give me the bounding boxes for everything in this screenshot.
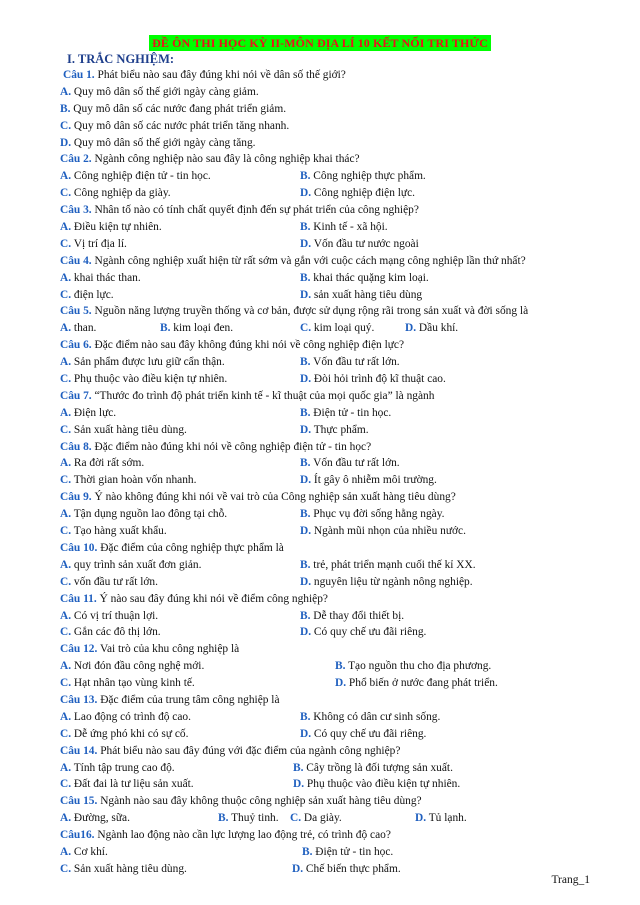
option-label: D.: [293, 778, 305, 791]
option-text: Ngành mũi nhọn của nhiều nước.: [311, 525, 466, 538]
question-number: Câu 3.: [60, 204, 92, 217]
option-label: C.: [290, 812, 302, 825]
option-row: [60, 810, 620, 827]
option-label: B.: [302, 845, 313, 858]
answer-option: [60, 675, 195, 692]
option-label: B.: [335, 660, 346, 673]
option-row: [60, 472, 620, 489]
question-stem: [60, 202, 620, 219]
question-number: Câu 5.: [60, 305, 92, 318]
question-number: Câu 1.: [63, 69, 95, 81]
answer-option: [60, 844, 108, 861]
option-text: Thực phẩm.: [311, 423, 369, 436]
answer-option: [300, 320, 374, 337]
question-text: Phát biểu nào sau đây đúng khi nói về dân số thế giới?: [94, 69, 346, 81]
option-text: Điện tử - tin học.: [310, 406, 392, 419]
option-label: A.: [60, 710, 72, 723]
option-text: Hạt nhân tạo vùng kinh tế.: [71, 677, 195, 690]
question-stem: [60, 439, 620, 456]
option-row: [60, 371, 620, 388]
option-row: [60, 236, 620, 253]
answer-option: [60, 574, 158, 591]
option-row: [60, 760, 620, 777]
option-label: D.: [300, 474, 312, 487]
answer-option: [60, 101, 286, 118]
question-number: Câu 13.: [60, 693, 98, 706]
answer-option: [160, 320, 233, 337]
question-text: Ý nào không đúng khi nói về vai trò của Công nghiệp sản xuất hàng tiêu dùng?: [91, 491, 456, 504]
option-text: Cơ khí.: [71, 845, 108, 858]
option-label: C.: [60, 862, 72, 875]
option-text: Phụ thuộc vào điều kiện tự nhiên.: [304, 778, 461, 791]
question-stem: [60, 253, 620, 270]
option-row: [60, 219, 620, 236]
question-stem: [60, 67, 620, 84]
option-text: Quy mô dân số các nước phát triển tăng nhanh.: [71, 119, 290, 132]
answer-option: [300, 287, 422, 304]
option-label: C.: [60, 677, 72, 690]
answer-option: [60, 810, 130, 827]
option-label: D.: [300, 373, 312, 386]
option-label: D.: [300, 525, 312, 538]
question-stem: [60, 388, 620, 405]
answer-option: [300, 236, 419, 253]
option-text: Dễ thay đổi thiết bị.: [310, 609, 405, 622]
option-text: khai thác quặng kim loại.: [310, 271, 429, 284]
option-label: D.: [292, 862, 304, 875]
question-number: Câu 10.: [60, 541, 98, 554]
option-text: Sản xuất hàng tiêu dùng.: [71, 423, 187, 436]
option-row: [60, 270, 620, 287]
option-row: [60, 776, 620, 793]
option-text: Kinh tế - xã hội.: [310, 221, 388, 234]
question-number: Câu 14.: [60, 744, 98, 757]
option-row: [60, 422, 620, 439]
question-text: Đặc điểm của trung tâm công nghiệp là: [97, 693, 280, 706]
answer-option: [60, 726, 188, 743]
question-stem: [60, 337, 620, 354]
question-stem: [60, 303, 620, 320]
question-stem: [60, 793, 620, 810]
answer-option: [60, 861, 187, 878]
option-text: Chế biến thực phẩm.: [303, 862, 401, 875]
option-text: Điện tử - tin học.: [312, 845, 394, 858]
option-label: C.: [60, 575, 72, 588]
answer-option: [335, 675, 498, 692]
option-label: D.: [415, 812, 427, 825]
option-text: Da giày.: [301, 812, 342, 825]
option-label: B.: [300, 170, 311, 183]
option-label: B.: [300, 558, 311, 571]
answer-option: [300, 709, 440, 726]
question-number: Câu 6.: [60, 339, 92, 352]
option-text: Công nghiệp thực phẩm.: [310, 170, 426, 183]
question-stem: [60, 641, 620, 658]
option-label: A.: [60, 221, 72, 234]
answer-option: [302, 844, 393, 861]
answer-option: [300, 219, 388, 236]
question-text: Ý nào sau đây đúng khi nói về điểm công nghiệp?: [96, 592, 328, 605]
question-text: Phát biểu nào sau đây đúng với đặc điểm của ngành công nghiệp?: [97, 744, 401, 757]
answer-option: [415, 810, 467, 827]
answer-option: [218, 810, 279, 827]
answer-option: [300, 422, 369, 439]
answer-option: [60, 185, 171, 202]
question-number: Câu 12.: [60, 643, 98, 656]
option-label: A.: [60, 845, 72, 858]
option-text: nguyên liệu từ ngành nông nghiệp.: [311, 575, 473, 588]
answer-option: [60, 523, 167, 540]
option-text: Không có dân cư sinh sống.: [310, 710, 441, 723]
option-label: A.: [60, 356, 72, 369]
answer-option: [300, 608, 404, 625]
answer-option: [60, 84, 259, 101]
answer-option: [60, 354, 225, 371]
option-label: A.: [60, 170, 72, 183]
question-number: Câu 15.: [60, 795, 98, 808]
option-text: Phục vụ đời sống hằng ngày.: [310, 508, 445, 521]
option-row: [60, 658, 620, 675]
option-text: Quy mô dân số thế giới ngày càng giảm.: [71, 85, 259, 98]
answer-option: [290, 810, 342, 827]
option-text: Công nghiệp điện tử - tin học.: [71, 170, 211, 183]
option-text: Có quy chế ưu đãi riêng.: [311, 626, 427, 639]
option-label: A.: [60, 812, 72, 825]
option-label: A.: [60, 85, 72, 98]
option-label: A.: [60, 271, 72, 284]
question-text: Đặc điểm nào sau đây không đúng khi nói về công nghiệp điện lực?: [91, 339, 405, 352]
question-stem: [60, 692, 620, 709]
option-row: [60, 405, 620, 422]
option-label: B.: [300, 457, 311, 470]
option-label: D.: [300, 575, 312, 588]
option-label: D.: [60, 136, 72, 149]
document-title: ĐỀ ÔN THI HỌC KỲ II-MÔN ĐỊA LÍ 10 KẾT NỐI TRI THỨC: [149, 35, 491, 51]
answer-option: [300, 354, 400, 371]
question-number: Câu 11.: [60, 592, 97, 605]
answer-option: [60, 658, 204, 675]
option-label: D.: [300, 727, 312, 740]
answer-option: [300, 405, 391, 422]
question-text: Ngành lao động nào cần lực lượng lao động trẻ, có trình độ cao?: [94, 829, 391, 842]
option-text: kim loại đen.: [170, 322, 234, 335]
option-text: Có quy chế ưu đãi riêng.: [311, 727, 427, 740]
answer-option: [300, 726, 426, 743]
question-text: Đặc điểm của công nghiệp thực phẩm là: [97, 541, 284, 554]
option-text: Đất đai là tư liệu sản xuất.: [71, 778, 194, 791]
option-label: C.: [60, 474, 72, 487]
question-text: Đặc điểm nào đúng khi nói về công nghiệp điện tử - tin học?: [91, 440, 372, 453]
question-stem: [60, 151, 620, 168]
option-text: khai thác than.: [71, 271, 141, 284]
option-row: [60, 608, 620, 625]
option-text: Quy mô dân số thế giới ngày càng tăng.: [71, 136, 256, 149]
option-text: Tận dụng nguồn lao đông tại chỗ.: [71, 508, 228, 521]
option-label: C.: [60, 119, 72, 132]
answer-option: [60, 135, 256, 152]
option-row: [60, 861, 620, 878]
option-row: [60, 557, 620, 574]
option-text: than.: [71, 322, 97, 335]
option-text: Tạo nguồn thu cho địa phương.: [345, 660, 492, 673]
option-text: Sản xuất hàng tiêu dùng.: [71, 862, 187, 875]
option-label: D.: [300, 423, 312, 436]
option-text: Lao động có trình độ cao.: [71, 710, 191, 723]
question-stem: [60, 743, 620, 760]
option-text: Vốn đầu tư nước ngoài: [311, 237, 419, 250]
option-text: Có vị trí thuận lợi.: [71, 609, 159, 622]
answer-option: [405, 320, 458, 337]
option-label: A.: [60, 558, 72, 571]
answer-option: [60, 371, 227, 388]
option-label: C.: [60, 778, 72, 791]
answer-option: [300, 523, 466, 540]
question-number: Câu 9.: [60, 491, 92, 504]
option-text: Dầu khí.: [416, 322, 459, 335]
option-label: D.: [300, 626, 312, 639]
answer-option: [60, 422, 187, 439]
question-stem: [60, 591, 620, 608]
question-number: Câu 4.: [60, 254, 92, 267]
option-text: Điện lực.: [71, 406, 117, 419]
option-text: vốn đầu tư rất lớn.: [71, 575, 158, 588]
option-row: [60, 506, 620, 523]
option-label: B.: [218, 812, 229, 825]
option-label: A.: [60, 660, 72, 673]
answer-option: [60, 506, 227, 523]
question-text: Ngành công nghiệp xuất hiện từ rất sớm và gắn với cuộc cách mạng công nghiệp lần thứ nhất?: [91, 254, 526, 267]
option-row: [60, 574, 620, 591]
option-label: A.: [60, 508, 72, 521]
answer-option: [60, 219, 162, 236]
answer-option: [60, 287, 114, 304]
answer-option: [60, 709, 191, 726]
title-wrap: [0, 34, 640, 52]
option-label: C.: [60, 237, 72, 250]
option-label: D.: [300, 237, 312, 250]
question-number: Câu 2.: [60, 153, 92, 166]
answer-option: [300, 506, 445, 523]
answer-option: [60, 405, 116, 422]
option-text: Quy mô dân số các nước đang phát triển giảm.: [70, 102, 287, 115]
option-row: [60, 675, 620, 692]
option-row: [60, 624, 620, 641]
option-label: C.: [60, 288, 72, 301]
question-stem: [60, 540, 620, 557]
option-row: [60, 523, 620, 540]
option-row: [60, 709, 620, 726]
option-text: kim loại quý.: [311, 322, 375, 335]
option-text: sản xuất hàng tiêu dùng: [311, 288, 423, 301]
option-label: A.: [60, 457, 72, 470]
option-label: A.: [60, 322, 72, 335]
option-label: B.: [60, 102, 71, 115]
option-text: Thuỷ tinh.: [228, 812, 279, 825]
answer-option: [60, 624, 161, 641]
option-label: B.: [300, 508, 311, 521]
option-row: [60, 354, 620, 371]
option-text: Đòi hỏi trình độ kĩ thuật cao.: [311, 373, 446, 386]
section-heading: I. TRẮC NGHIỆM:: [67, 52, 175, 66]
option-label: D.: [300, 187, 312, 200]
option-row: [60, 101, 620, 118]
option-text: quy trình sản xuất đơn giản.: [71, 558, 202, 571]
option-text: Công nghiệp da giày.: [71, 187, 171, 200]
answer-option: [60, 118, 289, 135]
answer-option: [60, 270, 141, 287]
answer-option: [60, 776, 194, 793]
option-label: C.: [60, 373, 72, 386]
option-label: C.: [60, 626, 72, 639]
option-text: Vốn đầu tư rất lớn.: [310, 356, 400, 369]
question-stem: [60, 489, 620, 506]
option-label: B.: [300, 710, 311, 723]
option-label: C.: [60, 727, 72, 740]
page-number: Trang_1: [551, 874, 590, 886]
question-list: [60, 67, 620, 878]
answer-option: [335, 658, 491, 675]
question-number: Câu 8.: [60, 440, 92, 453]
option-label: B.: [293, 761, 304, 774]
answer-option: [300, 270, 429, 287]
answer-option: [300, 624, 426, 641]
question-text: Ngành công nghiệp nào sau đây là công nghiệp khai thác?: [91, 153, 360, 166]
answer-option: [60, 168, 211, 185]
option-row: [60, 118, 620, 135]
option-text: Phổ biến ở nước đang phát triển.: [346, 677, 498, 690]
answer-option: [60, 760, 175, 777]
option-text: Tạo hàng xuất khẩu.: [71, 525, 167, 538]
answer-option: [60, 608, 158, 625]
question-number: Câu16.: [60, 829, 95, 842]
option-label: C.: [60, 525, 72, 538]
option-label: A.: [60, 406, 72, 419]
option-text: Phụ thuộc vào điều kiện tự nhiên.: [71, 373, 228, 386]
option-text: Dễ ứng phó khi có sự cố.: [71, 727, 189, 740]
answer-option: [60, 320, 96, 337]
option-text: Tủ lạnh.: [426, 812, 467, 825]
answer-option: [300, 557, 476, 574]
option-text: Vốn đầu tư rất lớn.: [310, 457, 400, 470]
question-text: Vai trò của khu công nghiệp là: [97, 643, 240, 656]
answer-option: [300, 168, 426, 185]
question-text: Ngành nào sau đây không thuộc công nghiệp sản xuất hàng tiêu dùng?: [97, 795, 422, 808]
option-text: trẻ, phát triển mạnh cuối thế kỉ XX.: [310, 558, 476, 571]
option-label: B.: [300, 221, 311, 234]
option-text: Công nghiệp điện lực.: [311, 187, 416, 200]
option-label: A.: [60, 609, 72, 622]
option-row: [60, 135, 620, 152]
option-text: Điều kiện tự nhiên.: [71, 221, 162, 234]
option-label: B.: [300, 271, 311, 284]
answer-option: [300, 455, 400, 472]
option-label: B.: [300, 356, 311, 369]
answer-option: [300, 472, 437, 489]
option-text: Thời gian hoàn vốn nhanh.: [71, 474, 197, 487]
answer-option: [300, 574, 473, 591]
answer-option: [300, 371, 446, 388]
answer-option: [292, 861, 401, 878]
question-stem: [60, 827, 620, 844]
option-text: Vị trí địa lí.: [71, 237, 127, 250]
option-row: [60, 168, 620, 185]
option-label: B.: [160, 322, 171, 335]
option-text: Gắn các đô thị lớn.: [71, 626, 161, 639]
option-row: [60, 84, 620, 101]
option-label: C.: [60, 423, 72, 436]
option-text: Sản phẩm được lưu giữ cẩn thận.: [71, 356, 225, 369]
option-label: D.: [335, 677, 347, 690]
option-label: B.: [300, 406, 311, 419]
answer-option: [293, 760, 453, 777]
option-row: [60, 287, 620, 304]
answer-option: [300, 185, 415, 202]
question-text: “Thước đo trình độ phát triển kinh tế - kĩ thuật của mọi quốc gia” là ngành: [91, 389, 435, 402]
option-text: Ít gây ô nhiễm môi trường.: [311, 474, 437, 487]
option-text: Tính tập trung cao độ.: [71, 761, 175, 774]
option-label: D.: [300, 288, 312, 301]
option-row: [60, 726, 620, 743]
question-number: Câu 7.: [60, 389, 92, 402]
option-label: C.: [300, 322, 312, 335]
option-row: [60, 185, 620, 202]
option-text: Nơi đón đầu công nghệ mới.: [71, 660, 205, 673]
option-row: [60, 844, 620, 861]
option-text: Ra đời rất sớm.: [71, 457, 145, 470]
answer-option: [60, 472, 196, 489]
question-text: Nguồn năng lượng truyền thống và cơ bản, được sử dụng rộng rãi trong sản xuất và đời sống là: [91, 305, 529, 318]
option-row: [60, 320, 620, 337]
option-label: D.: [405, 322, 417, 335]
question-text: Nhân tố nào có tính chất quyết định đến sự phát triển của công nghiệp?: [91, 204, 419, 217]
answer-option: [293, 776, 460, 793]
answer-option: [60, 236, 127, 253]
option-label: C.: [60, 187, 72, 200]
option-text: Cây trồng là đối tượng sản xuất.: [303, 761, 453, 774]
answer-option: [60, 557, 201, 574]
option-text: điện lực.: [71, 288, 114, 301]
option-row: [60, 455, 620, 472]
option-label: A.: [60, 761, 72, 774]
option-text: Đường, sữa.: [71, 812, 130, 825]
answer-option: [60, 455, 144, 472]
option-label: B.: [300, 609, 311, 622]
